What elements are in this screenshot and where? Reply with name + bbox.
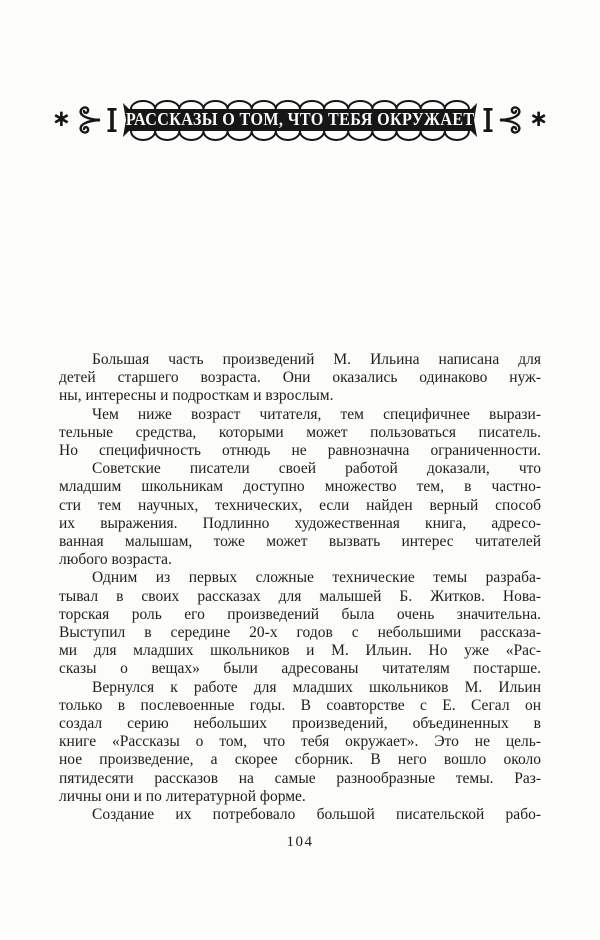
text-line: ванная малышам, тоже может вызвать интерес читателей (59, 533, 541, 551)
text-line: Советские писатели своей работой доказали, что (92, 460, 541, 478)
text-line: ное произведение, а скорее сборник. В него вошло около (59, 751, 541, 769)
text-line: книге «Рассказы о том, что тебя окружает». Это не цель- (59, 733, 541, 751)
text-line: создал серию небольших произведений, объединенных в (59, 715, 541, 733)
paragraph (59, 406, 541, 461)
end-cap-right (483, 107, 493, 133)
text-line: Чем ниже возраст читателя, тем специфичнее вырази- (92, 405, 541, 423)
text-line: ны, интересны и подросткам и взрослым. (59, 387, 334, 405)
text-line: Выступил в середине 20-х годов с небольшими рассказа- (59, 624, 541, 642)
text-line: тывал в своих рассказах для малышей Б. Житков. Нова- (59, 587, 541, 605)
chapter-title: «РАССКАЗЫ О ТОМ, ЧТО ТЕБЯ ОКРУЖАЕТ» (117, 109, 483, 130)
paragraph (59, 460, 541, 569)
text-line: тельные средства, которыми может пользоваться писатель. (59, 423, 541, 441)
text-line: Большая часть произведений М. Ильина написана для (92, 351, 541, 368)
text-line: пятидесяти рассказов на самые разнообразные темы. Раз- (59, 769, 541, 787)
end-cap-left (107, 107, 117, 133)
title-cartouche (117, 95, 483, 145)
scroll-fleuron-right (498, 103, 524, 137)
text-line: ми для младших школьников и М. Ильин. Но уже «Рас- (59, 642, 541, 660)
text-line: личны они и по литературной форме. (59, 787, 306, 805)
text-line: их выражения. Подлинно художественная книга, адресо- (59, 514, 541, 532)
paragraph (59, 569, 541, 678)
text-line: Вернулся к работе для младших школьников М. Ильин (92, 678, 541, 696)
text-line: торская роль его произведений была очень значительна. (59, 605, 541, 623)
chapter-title-banner (0, 94, 600, 146)
text-line: только в послевоенные годы. В соавторстве с Е. Сегал он (59, 696, 541, 714)
scroll-fleuron-left (76, 103, 102, 137)
paragraph (59, 351, 541, 406)
asterisk-ornament-left: ∗ (51, 105, 71, 132)
text-line: сказы о вещах» были адресованы читателям постарше. (59, 660, 541, 678)
paragraph (59, 679, 541, 806)
asterisk-ornament-right: ∗ (529, 105, 549, 132)
text-line: Одним из первых сложные технические темы разраба- (92, 569, 541, 587)
body-text (59, 351, 541, 824)
text-line: любого возраста. (59, 551, 172, 569)
paragraph (59, 806, 541, 824)
text-line: Но специфичность отнюдь не равнозначна ограниченности. (59, 442, 541, 460)
page-number: 104 (286, 834, 314, 850)
text-line: сти тем научных, технических, если найден верный способ (59, 496, 541, 514)
text-line: Создание их потребовало большой писательской рабо- (92, 806, 541, 824)
text-line: младшим школьникам доступно множество тем, в частно- (59, 478, 541, 496)
text-line: детей старшего возраста. Они оказались одинаково нуж- (59, 369, 541, 387)
